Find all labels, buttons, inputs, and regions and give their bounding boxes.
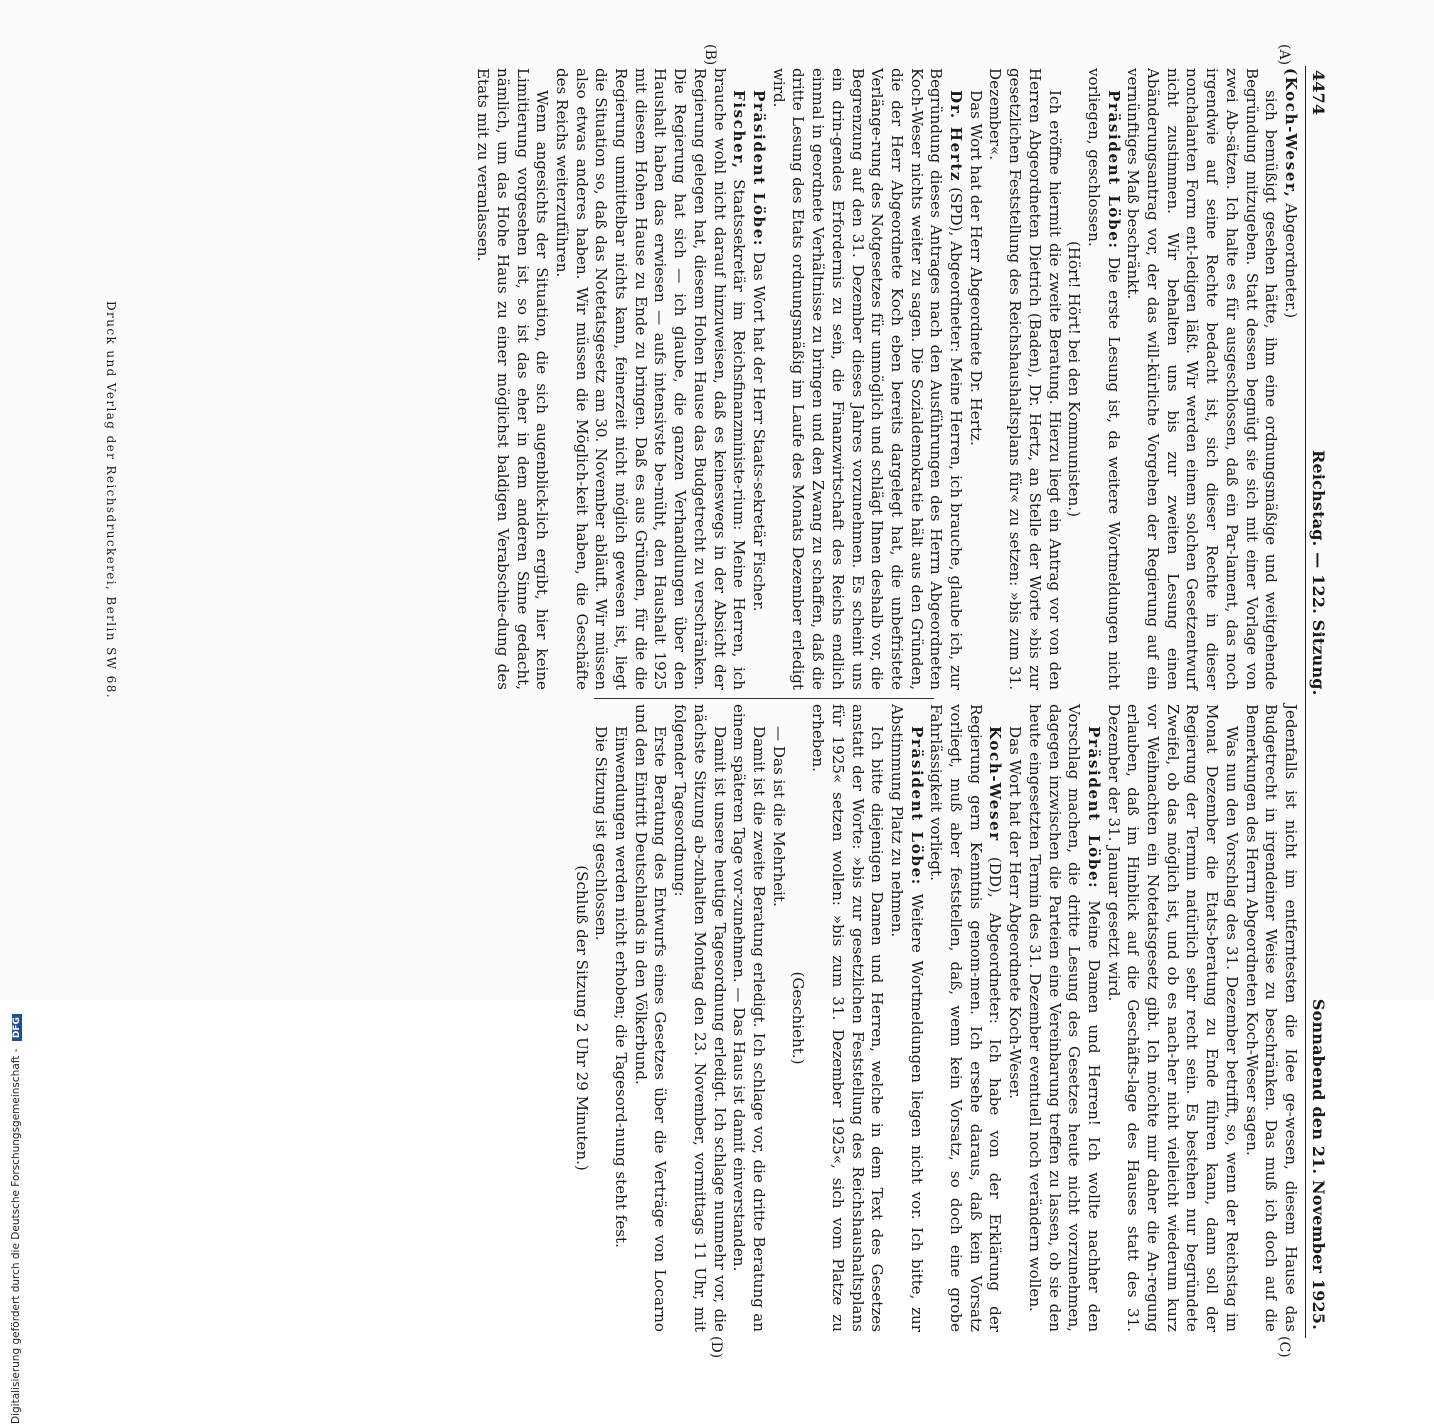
paragraph — [768, 704, 788, 1332]
paragraph — [748, 68, 768, 690]
paragraph — [1241, 704, 1300, 1332]
paragraph-text: (DD), Abgeordneter: Ich habe von der Erklärung der Regierung gern Kenntnis genom-men. Ich ersehe daraus, daß kein Vorsatz vorliegt, muß aber feststellen, daß, wenn kein Vorsatz, so doch eine grobe Fahrlässigkeit vorliegt. — [927, 704, 1005, 1332]
paragraph — [551, 68, 748, 690]
paragraph-text: Weitere Wortmeldungen liegen nicht vor. Ich bitte, zur Abstimmung Platz zu nehmen. — [887, 704, 926, 1332]
paragraph — [807, 704, 886, 1332]
digitization-text: Digitalisierung gefördert durch die Deutsche Forschungsgemeinschaft - — [10, 1048, 22, 1424]
interjection: (Geschieht.) — [789, 971, 808, 1065]
paragraph-text: Jedenfalls ist nicht im entferntesten die Idee ge-wesen, diesem Hause das Budgetrecht in irgendeiner Weise zu beschränken. Das muß ich doch auf die Bemerkungen des Herrn Abgeordneten Koch-Weser sagen. — [1242, 704, 1300, 1332]
paragraph-text: sich bemüßigt gesehen hätte, ihm eine ordnungsmäßige und weitgehende Begründung mitzugeben. Statt dessen begnügt sie sich mit einer Vorlage von zwei Ab-sätzen. Ich halte es für ausgeschlossen, daß ein Par-lament, das noch irgendwie auf seine Rechte bedacht ist, sich dieser Rechte in dieser nonchalanten Form ent-ledigen läßt. Wir werden einem solchen Gesetzentwurf nicht zustimmen. Wir behalten uns bis zur zweiten Lesung einen Abänderungsantrag vor, der das will-kürliche Vorgehen der Regierung auf ein vernünftiges Maß beschränkt. — [1124, 68, 1281, 690]
paragraph — [985, 68, 1064, 690]
paragraph-text: Das Wort hat der Herr Abgeordnete Koch-Weser. — [1006, 726, 1025, 1100]
right-column — [571, 704, 1300, 1332]
paragraph — [630, 704, 669, 1332]
paragraph — [926, 704, 1005, 1332]
printer-imprint: Druck und Verlag der Reichsdruckerei, Berlin SW 68. — [104, 301, 118, 699]
paragraph-text: Ich eröffne hiermit die zweite Beratung. Hierzu liegt ein Antrag vor von den Herren Abgeordneten Dietrich (Baden), Dr. Hertz, an Stelle der Worte »bis zur gesetzlichen Feststellung des Reichshaushaltsplans für« zu setzen: »bis zum 31. Dezember«. — [986, 68, 1064, 690]
column-divider — [594, 698, 934, 699]
speaker-name: Koch-Weser — [986, 726, 1005, 842]
paragraph-text: Einwendungen werden nicht erhoben; die Tagesord-nung steht fest. — [612, 726, 631, 1248]
header-rule — [1305, 66, 1306, 1338]
paragraph — [1103, 704, 1241, 1332]
paragraph — [1280, 68, 1300, 690]
paragraph-text: Erste Beratung des Entwurfs eines Gesetzes über die Verträge von Locarno und den Eintritt Deutschlands in den Völkerbund. — [631, 704, 670, 1332]
interjection: (Hört! Hört! bei den Kommunisten.) — [1065, 240, 1084, 517]
margin-marker-c: (C) — [1276, 1336, 1292, 1358]
paragraph — [768, 68, 965, 690]
dfg-logo: DFG — [12, 1014, 22, 1041]
paragraph — [670, 704, 729, 1332]
paragraph — [610, 704, 630, 1332]
paragraph-text: Was nun den Vorschlag des 31. Dezember betrifft, so, wenn der Reichstag im Monat Dezember die Etats-beratung zu Ende führen kann, dann soll der Regierung der Termin natürlich sehr recht sein. Es bestehen nur begründete Zweifel, ob das möglich ist, und ob es nach-her nicht vielleicht wiederum kurz vor Weihnachten ein Notetatsgesetz gibt. Ich möchte mir daher die An-regung erlauben, daß im Hinblick auf die Geschäfts-lage des Hauses statt des 31. Dezember der 31. Januar gesetzt wird. — [1104, 704, 1241, 1332]
paragraph-text: Ich bitte diejenigen Damen und Herren, welche in dem Text des Gesetzes anstatt der Worte: »bis zur gesetzlichen Feststellung des Reichshaushaltsplans für 1925« setzen wollen: »bis zum 31. Dezember 1925«, sich vom Platze zu erheben. — [809, 704, 887, 1332]
left-column — [472, 68, 1300, 690]
paragraph — [1123, 68, 1281, 690]
speaker-name: Fischer, — [730, 90, 749, 170]
speaker-name: Dr. Hertz — [947, 90, 966, 183]
paragraph-text: Staatssekretär im Reichsfinanzministe-rium: Meine Herren, ich brauche wohl nicht darauf hinzuweisen, daß es keineswegs in der Absicht der Regierung gelegen hat, diesem Hohen Hause das Budgetrecht zu verschränken. Die Regierung hat sich — ich glaube, die ganzen Verhandlungen über den Haushalt haben das erwiesen — aufs intensivste be-müht, den Haushalt 1925 mit diesem Hohen Hause zu Ende zu bringen. Daß es aus Gründen, für die die Regierung unmittelbar nichts kann, feinerzeit nicht möglich gewesen ist, liegt die Situation so, daß das Notetatsgesetz am 30. November abläuft. Wir müssen also etwas anderes haben. Wir müssen die Möglich-keit haben, die Geschäfte des Reichs weiterzuführen. — [552, 68, 749, 690]
paragraph-text: Das Wort hat der Herr Abgeordnete Dr. Hertz. — [966, 90, 985, 446]
session-title: Reichstag. — 122. Sitzung. — [1309, 450, 1328, 696]
interjection: (Schluß der Sitzung 2 Uhr 29 Minuten.) — [572, 865, 591, 1171]
paragraph — [1024, 704, 1103, 1332]
margin-marker-a: (A) — [1276, 44, 1292, 66]
speaker-name: Präsident Löbe: — [907, 726, 926, 886]
paragraph — [1004, 704, 1024, 1332]
paragraph-text: Meine Damen und Herren! Ich wollte nachher den Vorschlag machen, die dritte Lesung des Gesetzes heute nicht vorzunehmen, dagegen inzwischen die Parteien eine Vereinbarung treffen zu lassen, ob sie den heute eingesetzten Termin des 31. Dezember eventuell noch verändern wollen. — [1025, 704, 1103, 1332]
margin-marker-d: (D) — [708, 1336, 724, 1359]
speaker-name: Präsident Löbe: — [1084, 726, 1103, 890]
paragraph-text: Das Wort hat der Herr Staats-sekretär Fischer. — [750, 247, 769, 612]
paragraph — [886, 704, 925, 1332]
paragraph — [591, 704, 611, 1332]
speaker-name: Präsident Löbe: — [750, 90, 769, 248]
paragraph-text: Damit ist die zweite Beratung erledigt. Ich schlage vor, die dritte Beratung an einem späteren Tage vor-zunehmen. — Das Haus ist damit einverstanden. — [730, 704, 769, 1332]
session-date: Sonnabend den 21. November 1925. — [1309, 998, 1328, 1330]
page-number: 4474 — [1309, 70, 1328, 116]
speaker-note: Abgeordneter.) — [1282, 198, 1300, 319]
digitization-note — [10, 1014, 22, 1424]
paragraph — [1083, 68, 1122, 690]
paragraph-text: Damit ist unsere heutige Tagesordnung erledigt. Ich schlage nunmehr vor, die nächste Sitzung ab-zuhalten Montag den 23. November, vormittags 11 Uhr, mit folgender Tagesordnung: — [671, 704, 729, 1332]
paragraph-text: Wenn angesichts der Situation, die sich augenblick-lich ergibt, hier keine Limitierung vorgesehen ist, so ist das eher in dem anderen Sinne gedacht, nämlich, um das Hohe Haus zu einer möglichst baldigen Verabschie-dung des Etats mit zu veranlassen. — [474, 68, 552, 690]
speaker-name: (Koch-Weser, — [1282, 68, 1300, 199]
speaker-name: Präsident Löbe: — [1104, 90, 1123, 250]
paragraph-text: — Das ist die Mehrheit. — [769, 726, 788, 907]
margin-marker-b: (B) — [702, 44, 718, 66]
paragraph-text: (SPD), Abgeordneter: Meine Herren, ich brauche, glaube ich, zur Begründung dieses Antrages nach den Ausführungen des Herrn Abgeordneten Koch-Weser nichts weiter zu sagen. Die Sozialdemokratie hält aus den Gründen, die der Herr Abgeordnete Koch eben bereits dargelegt hat, die unbefristete Verlänge-rung des Notgesetzes für unmöglich und schlägt Ihnen deshalb vor, die Begrenzung auf den 31. Dezember dieses Jahres vorzunehmen. Es scheint uns ein drin-gendes Erfordernis zu sein, die Finanzwirtschaft des Reichs endlich einmal in geordnete Verhältnisse zu bringen und den Zwang zu schaffen, daß die dritte Lesung des Etats ordnungsmäßig im Laufe des Monats Dezember erledigt wird. — [769, 68, 966, 690]
paragraph — [472, 68, 551, 690]
paragraph-text: Die Sitzung ist geschlossen. — [592, 726, 611, 941]
paragraph — [965, 68, 985, 690]
paragraph — [729, 704, 768, 1332]
paragraph-text: Die erste Lesung ist, da weitere Wortmeldungen nicht vorliegen, geschlossen. — [1084, 68, 1123, 690]
